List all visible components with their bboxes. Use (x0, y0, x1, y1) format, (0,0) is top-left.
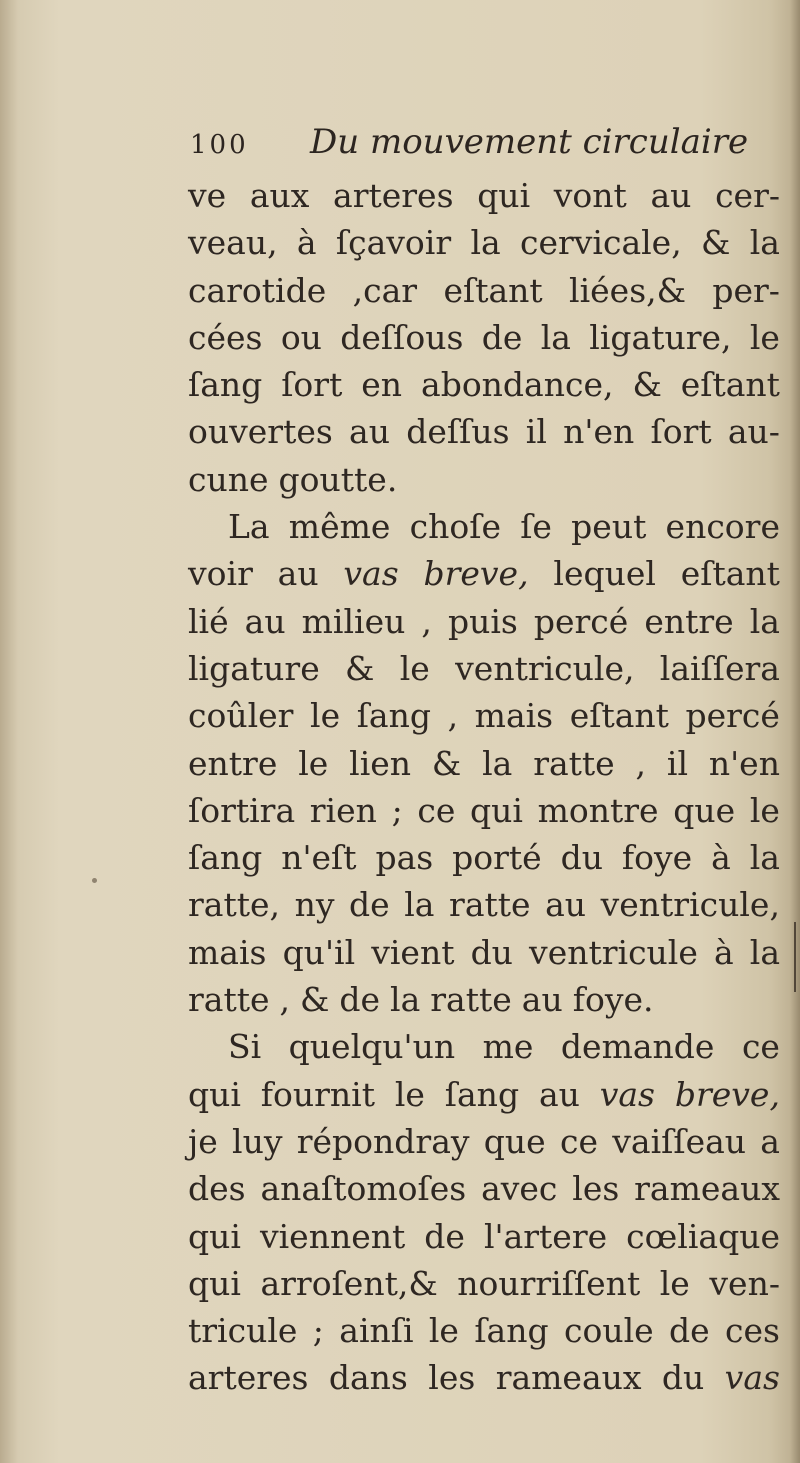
text-word: ratte (188, 980, 270, 1020)
text-word: milieu (301, 601, 406, 641)
text-word: ratte (533, 743, 615, 783)
text-word: à (711, 838, 731, 878)
text-word: , (447, 696, 459, 736)
text-word: percé (685, 696, 780, 736)
text-word: le (298, 743, 329, 783)
text-word: entre (188, 743, 278, 783)
text-word: de (339, 980, 381, 1020)
text-line (188, 976, 780, 1023)
text-word: nourriſſent (457, 1263, 641, 1303)
text-line (188, 834, 780, 881)
text-word: foye (621, 838, 693, 878)
text-word: ſe (520, 507, 552, 547)
text-word: au- (727, 412, 780, 452)
text-word: le (310, 696, 341, 736)
text-line (188, 692, 780, 739)
text-word: percé (533, 601, 629, 641)
text-word: du (661, 1358, 705, 1398)
text-word: ſort (650, 412, 712, 452)
text-word: & (431, 743, 462, 783)
margin-mark (794, 922, 796, 992)
text-word: peut (571, 507, 647, 547)
text-word: qui (188, 1263, 241, 1303)
text-word: au (538, 1074, 580, 1114)
text-word: & (300, 980, 330, 1020)
text-word: Si (228, 1027, 262, 1067)
running-head-title: Du mouvement circulaire (310, 122, 749, 162)
text-word: breve, (423, 554, 529, 594)
text-word: foye. (572, 980, 654, 1020)
text-word: laiſſera (659, 648, 780, 688)
text-word: arteres (188, 1358, 309, 1398)
text-word: au (521, 980, 563, 1020)
text-word: , (279, 980, 291, 1020)
text-word: coûler (188, 696, 294, 736)
text-word: ve (188, 176, 227, 215)
text-word: la (390, 980, 421, 1020)
text-word: ; (312, 1311, 324, 1351)
text-word: qui (188, 1216, 241, 1256)
text-word: me (482, 1027, 534, 1067)
text-word: choſe (409, 507, 502, 547)
text-word: vont (553, 176, 627, 215)
text-word: lié (188, 601, 229, 641)
text-line (188, 881, 780, 928)
text-word: qui (477, 176, 531, 215)
text-word: ny (294, 885, 335, 925)
text-word: coule (563, 1311, 654, 1351)
text-word: la (749, 932, 780, 972)
text-line (188, 314, 780, 361)
text-word: ainſi (339, 1311, 414, 1351)
text-word: mais (474, 696, 554, 736)
text-word: répondray (296, 1121, 470, 1161)
text-word: cœliaque (626, 1216, 780, 1256)
text-word: lien (349, 743, 412, 783)
text-word: ouvertes (188, 412, 333, 452)
text-word: ſang (188, 838, 263, 878)
text-word: que (673, 790, 736, 830)
text-word: eſtant (680, 365, 780, 405)
text-word: deſſous (340, 317, 464, 357)
text-word: vas (599, 1074, 655, 1114)
text-word: a (760, 1121, 780, 1161)
text-word: eſtant (443, 270, 543, 310)
text-word: il (525, 412, 547, 452)
text-word: n'en (708, 743, 780, 783)
text-word: ou (280, 317, 322, 357)
text-word: qui (188, 1074, 241, 1114)
text-word: deſſus (406, 412, 510, 452)
text-word: qu'il (282, 932, 356, 972)
text-word: eſtant (680, 554, 780, 594)
text-word: eſtant (569, 696, 669, 736)
text-word: le (659, 1263, 690, 1303)
text-word: ventricule, (600, 885, 780, 925)
text-word: vas (724, 1358, 780, 1398)
text-word: ſortira (188, 790, 296, 830)
ink-speck (92, 878, 97, 883)
text-word: cervicale, (519, 223, 682, 263)
text-word: ; (391, 790, 403, 830)
text-line (188, 456, 780, 503)
text-word: les (428, 1358, 476, 1398)
text-word: ventricule (529, 932, 698, 972)
text-line (188, 361, 780, 408)
text-word: de (349, 885, 390, 925)
text-word: la (540, 317, 571, 357)
text-word: ligature, (589, 317, 732, 357)
text-word: vas (343, 554, 399, 594)
text-word: breve, (674, 1074, 780, 1114)
text-word: au (349, 412, 390, 452)
text-word: le (394, 1074, 425, 1114)
text-word: ſang (474, 1311, 549, 1351)
text-line (188, 1023, 780, 1070)
text-word: rien (309, 790, 377, 830)
text-word: le (428, 1311, 459, 1351)
text-word: per- (712, 270, 780, 310)
text-word: veau, (188, 223, 278, 263)
text-word: porté (452, 838, 542, 878)
text-word: puis (447, 601, 518, 641)
text-word: cées (188, 317, 263, 357)
text-word: ſang (444, 1074, 520, 1114)
text-word: à (713, 932, 734, 972)
text-word: & (345, 648, 375, 688)
text-word: luy (232, 1121, 283, 1161)
text-word: pas (375, 838, 434, 878)
text-word: même (288, 507, 391, 547)
text-word: ,car (352, 270, 418, 310)
text-word: la (482, 743, 513, 783)
text-word: anaſtomoſes (260, 1169, 467, 1209)
text-word: le (749, 317, 780, 357)
text-word: cune (188, 459, 269, 499)
text-word: des (188, 1169, 246, 1209)
text-word: ces (725, 1311, 780, 1351)
text-word: l'artere (483, 1216, 608, 1256)
text-line (188, 172, 780, 219)
text-word: le (399, 648, 430, 688)
text-word: les (572, 1169, 620, 1209)
text-word: , (421, 601, 432, 641)
text-word: que (483, 1121, 546, 1161)
text-word: n'eſt (281, 838, 357, 878)
text-word: rameaux (495, 1358, 642, 1398)
text-line (188, 1165, 780, 1212)
text-word: ce (559, 1121, 598, 1161)
text-line (188, 550, 780, 597)
text-word: arroſent,& (260, 1263, 438, 1303)
text-word: de (481, 317, 523, 357)
text-word: à (296, 223, 317, 263)
text-line (188, 740, 780, 787)
text-word: ratte, (188, 885, 280, 925)
text-word: goutte. (278, 459, 398, 499)
text-line (188, 503, 780, 550)
running-head (190, 122, 780, 172)
text-word: ce (417, 790, 456, 830)
body-text (188, 172, 780, 1402)
text-line (188, 929, 780, 976)
text-word: ce (741, 1027, 780, 1067)
text-word: montre (537, 790, 659, 830)
text-word: dans (328, 1358, 408, 1398)
text-word: au (277, 554, 319, 594)
text-word: je (188, 1121, 218, 1161)
text-word: lequel (553, 554, 656, 594)
text-word: ratte (449, 885, 531, 925)
text-word: abondance, (421, 365, 614, 405)
text-word: ſang (188, 365, 263, 405)
text-word: au (650, 176, 692, 215)
text-word: tricule (188, 1311, 298, 1351)
text-word: n'en (563, 412, 635, 452)
text-word: entre (644, 601, 734, 641)
text-word: la (749, 601, 780, 641)
text-word: aux (249, 176, 310, 215)
text-word: ſort (281, 365, 343, 405)
text-word: au (244, 601, 286, 641)
text-word: ſang (356, 696, 431, 736)
text-word: en (361, 365, 403, 405)
text-word: du (560, 838, 603, 878)
text-word: fournit (260, 1074, 375, 1114)
text-word: arteres (333, 176, 454, 215)
text-word: la (470, 223, 501, 263)
text-word: de (424, 1216, 465, 1256)
text-word: voir (188, 554, 253, 594)
text-word: rameaux (634, 1169, 780, 1209)
text-word: & (632, 365, 662, 405)
text-word: cer- (715, 176, 780, 215)
text-line (188, 787, 780, 834)
text-word: quelqu'un (288, 1027, 456, 1067)
text-word: La (228, 507, 270, 547)
text-word: , (635, 743, 647, 783)
text-line (188, 1213, 780, 1260)
text-word: liées,& (569, 270, 686, 310)
text-line (188, 1118, 780, 1165)
text-word: il (666, 743, 688, 783)
text-line (188, 1071, 780, 1118)
text-word: & (701, 223, 731, 263)
text-word: la (749, 838, 780, 878)
text-word: vient (371, 932, 455, 972)
text-line (188, 1260, 780, 1307)
text-word: la (404, 885, 435, 925)
text-word: ratte (430, 980, 512, 1020)
text-word: au (545, 885, 587, 925)
text-word: de (669, 1311, 710, 1351)
text-word: mais (188, 932, 267, 972)
text-word: qui (470, 790, 523, 830)
text-word: avec (481, 1169, 558, 1209)
text-line (188, 219, 780, 266)
text-line (188, 1354, 780, 1401)
text-word: le (749, 790, 780, 830)
text-word: viennent (259, 1216, 406, 1256)
text-word: vaiſſeau (612, 1121, 747, 1161)
text-line (188, 267, 780, 314)
text-word: la (749, 223, 780, 263)
text-line (188, 598, 780, 645)
text-word: ſçavoir (335, 223, 452, 263)
text-word: carotide (188, 270, 327, 310)
text-word: ligature (188, 648, 320, 688)
text-word: du (470, 932, 513, 972)
text-line (188, 408, 780, 455)
text-line (188, 1307, 780, 1354)
text-line (188, 645, 780, 692)
text-word: ven- (709, 1263, 780, 1303)
page-number: 100 (190, 130, 249, 160)
text-word: ventricule, (455, 648, 635, 688)
text-word: demande (560, 1027, 715, 1067)
text-word: encore (665, 507, 780, 547)
